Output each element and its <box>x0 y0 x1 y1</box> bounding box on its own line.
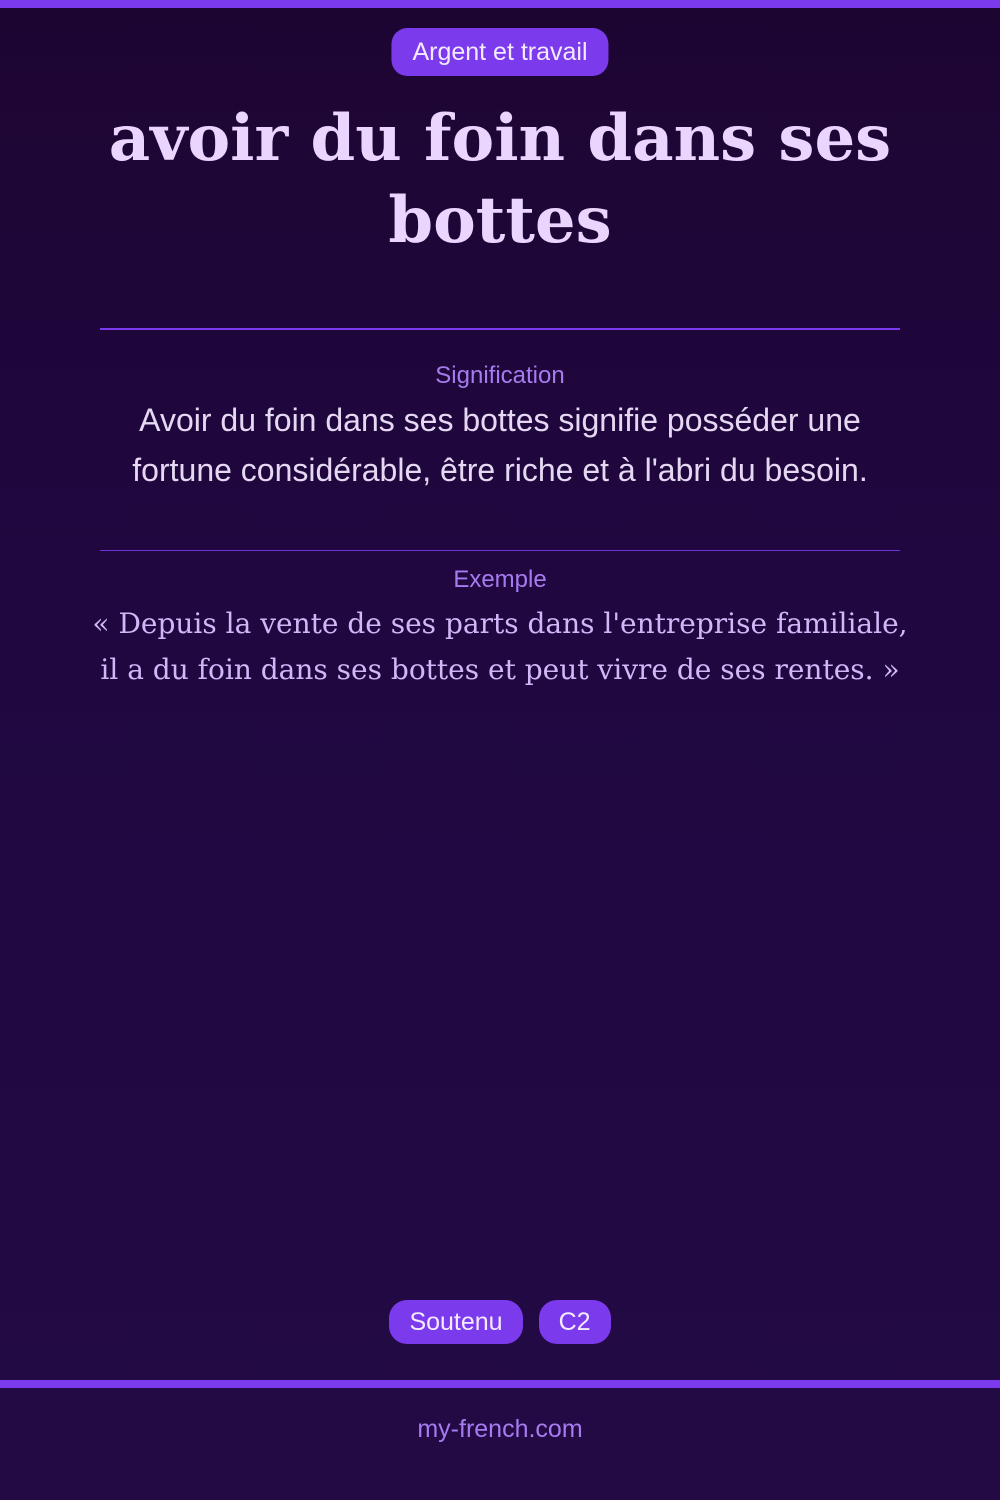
divider-top <box>100 328 900 330</box>
footer-site-link[interactable]: my-french.com <box>417 1415 583 1443</box>
expression-title: avoir du foin dans ses bottes <box>108 101 892 258</box>
tag-list <box>0 1300 1000 1344</box>
category-badge: Argent et travail <box>391 28 608 76</box>
top-accent-bar <box>0 0 1000 8</box>
meaning-text: Avoir du foin dans ses bottes signifie posséder une fortune considérable, être riche et à l'abri du besoin. <box>132 402 868 488</box>
divider-middle <box>100 550 900 551</box>
example-text: « Depuis la vente de ses parts dans l'entreprise familiale, il a du foin dans ses bottes et peut vivre de ses rentes. » <box>92 607 908 686</box>
example-label: Exemple <box>453 566 547 593</box>
register-tag: Soutenu <box>389 1300 522 1344</box>
meaning-label: Signification <box>435 362 565 389</box>
bottom-accent-bar <box>0 1380 1000 1388</box>
level-tag: C2 <box>539 1300 611 1344</box>
